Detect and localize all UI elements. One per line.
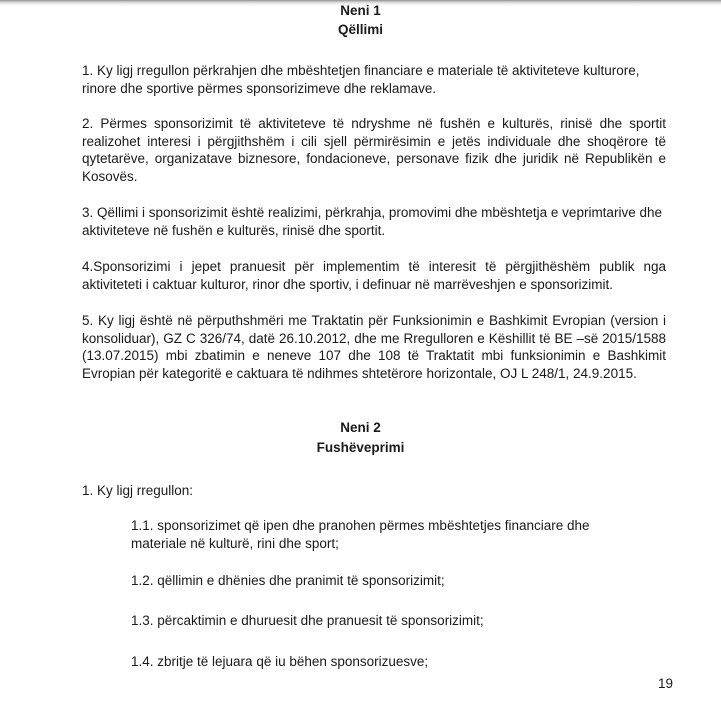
- article-2-item-1-1: 1.1. sponsorizimet që ipen dhe pranohen përmes mbështetjes financiare dhe materiale në kulturë, rini dhe sport;: [131, 518, 590, 551]
- article-1-paragraph-3: 3. Qëllimi i sponsorizimit është realizimi, përkrahja, promovimi dhe mbështetja e veprimtarive dhe aktiviteteve në fushën e kulturës, rinisë dhe sportit.: [82, 205, 662, 238]
- article-1-title: Qëllimi: [337, 22, 383, 37]
- article-2-number: Neni 2: [340, 420, 381, 435]
- article-1-paragraph-1: 1. Ky ligj rregullon përkrahjen dhe mbështetjen financiare e materiale të aktiviteteve kulturore, rinore dhe sportive përmes sponsorizimeve dhe reklamave.: [82, 63, 640, 96]
- article-2-item-1-4: 1.4. zbritje të lejuara që iu bëhen sponsorizuesve;: [131, 654, 429, 669]
- article-2-item-1-3: 1.3. përcaktimin e dhuruesit dhe pranuesit të sponsorizimit;: [131, 613, 484, 628]
- page-number: 19: [658, 676, 674, 691]
- article-2-intro: 1. Ky ligj rregullon:: [82, 483, 194, 498]
- article-1-paragraph-5: 5. Ky ligj është në përputhshmëri me Traktatin për Funksionimin e Bashkimit Evropian (version i konsoliduar), GZ C 326/74, datë 26.10.2012, dhe me Rregulloren e Këshillit të BE –së 2015/1588 (13.07.2015) mbi zbatimin e neneve 107 dhe 108 të Traktatit mbi funksionimin e Bashkimit Evropian për kategoritë e caktuara të ndihmes shtetërore horizontale, OJ L 248/1, 24.9.2015.: [82, 313, 666, 381]
- article-1-number: Neni 1: [340, 3, 381, 18]
- article-2-item-1-2: 1.2. qëllimin e dhënies dhe pranimit të sponsorizimit;: [131, 573, 445, 588]
- article-1-paragraph-2: 2. Përmes sponsorizimit të aktiviteteve të ndryshme në fushën e kulturës, rinisë dhe sportit realizohet interesi i përgjithshëm i cili sjell përmirësimin e jetës individuale dhe shoqërore të qytetarëve, organizatave biznesore, fondacioneve, personave fizik dhe juridik në Republikën e Kosovës.: [82, 116, 666, 184]
- article-1-paragraph-4: 4.Sponsorizimi i jepet pranuesit për implementim të interesit të përgjithëshëm publik nga aktiviteteti i caktuar kulturor, rinor dhe sportiv, i definuar në marrëveshjen e sponsorizimit.: [82, 259, 666, 292]
- article-2-title: Fushëveprimi: [316, 440, 405, 455]
